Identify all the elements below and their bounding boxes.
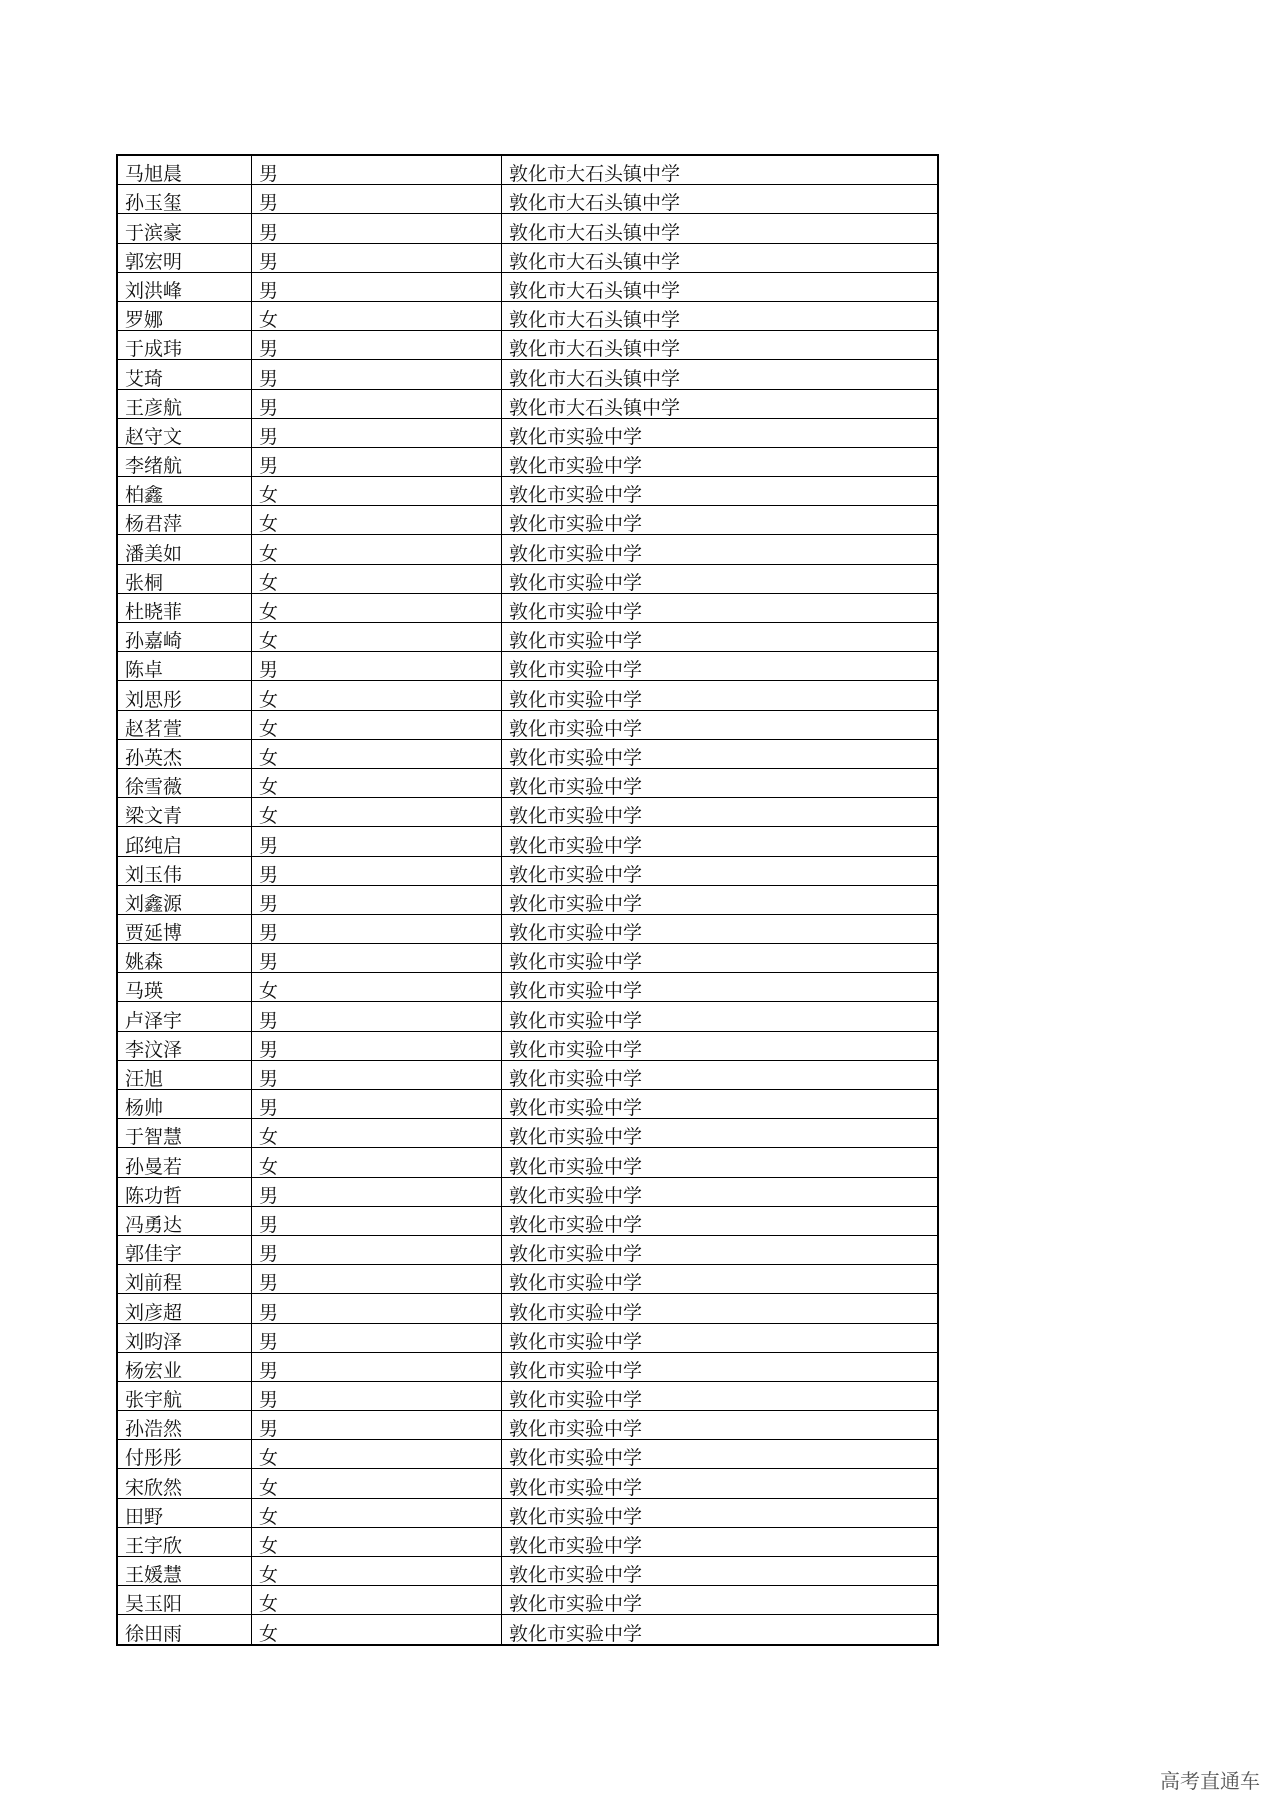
- table-row: [117, 1381, 938, 1410]
- gender-cell: 男: [252, 360, 502, 389]
- school-cell: 敦化市实验中学: [502, 1235, 939, 1264]
- gender-cell: 男: [252, 1002, 502, 1031]
- school-cell: 敦化市实验中学: [502, 681, 939, 710]
- student-name-cell: 张桐: [117, 564, 252, 593]
- table-row: [117, 623, 938, 652]
- table-row: [117, 739, 938, 768]
- student-name-cell: 于智慧: [117, 1119, 252, 1148]
- student-name-cell: 付彤彤: [117, 1440, 252, 1469]
- school-cell: 敦化市实验中学: [502, 1031, 939, 1060]
- student-name-cell: 徐田雨: [117, 1615, 252, 1645]
- student-name-cell: 刘彦超: [117, 1294, 252, 1323]
- table-row: [117, 1177, 938, 1206]
- school-cell: 敦化市实验中学: [502, 1498, 939, 1527]
- student-name-cell: 刘思彤: [117, 681, 252, 710]
- student-name-cell: 刘昀泽: [117, 1323, 252, 1352]
- watermark-text: 高考直通车: [1160, 1769, 1260, 1793]
- school-cell: 敦化市实验中学: [502, 477, 939, 506]
- school-cell: 敦化市实验中学: [502, 1090, 939, 1119]
- gender-cell: 女: [252, 301, 502, 330]
- school-cell: 敦化市大石头镇中学: [502, 389, 939, 418]
- school-cell: 敦化市实验中学: [502, 506, 939, 535]
- gender-cell: 女: [252, 681, 502, 710]
- school-cell: 敦化市实验中学: [502, 1206, 939, 1235]
- table-row: [117, 535, 938, 564]
- table-row: [117, 477, 938, 506]
- student-name-cell: 王宇欣: [117, 1527, 252, 1556]
- gender-cell: 男: [252, 1381, 502, 1410]
- student-name-cell: 贾延博: [117, 914, 252, 943]
- table-row: [117, 593, 938, 622]
- table-row: [117, 710, 938, 739]
- gender-cell: 女: [252, 1586, 502, 1615]
- table-row: [117, 185, 938, 214]
- student-name-cell: 郭佳宇: [117, 1235, 252, 1264]
- school-cell: 敦化市实验中学: [502, 768, 939, 797]
- student-name-cell: 杨宏业: [117, 1352, 252, 1381]
- gender-cell: 女: [252, 1440, 502, 1469]
- school-cell: 敦化市实验中学: [502, 1060, 939, 1089]
- table-row: [117, 1206, 938, 1235]
- student-name-cell: 柏鑫: [117, 477, 252, 506]
- table-row: [117, 1235, 938, 1264]
- student-name-cell: 孙曼若: [117, 1148, 252, 1177]
- school-cell: 敦化市实验中学: [502, 827, 939, 856]
- table-row: [117, 1527, 938, 1556]
- table-row: [117, 914, 938, 943]
- table-row: [117, 506, 938, 535]
- table-row: [117, 856, 938, 885]
- student-name-cell: 潘美如: [117, 535, 252, 564]
- school-cell: 敦化市大石头镇中学: [502, 243, 939, 272]
- school-cell: 敦化市实验中学: [502, 1177, 939, 1206]
- gender-cell: 男: [252, 1060, 502, 1089]
- student-name-cell: 张宇航: [117, 1381, 252, 1410]
- student-name-cell: 马旭晨: [117, 155, 252, 185]
- student-name-cell: 孙嘉崎: [117, 623, 252, 652]
- table-row: [117, 1265, 938, 1294]
- table-row: [117, 1352, 938, 1381]
- student-name-cell: 刘鑫源: [117, 885, 252, 914]
- student-name-cell: 孙玉玺: [117, 185, 252, 214]
- table-row: [117, 564, 938, 593]
- gender-cell: 女: [252, 768, 502, 797]
- gender-cell: 男: [252, 418, 502, 447]
- gender-cell: 女: [252, 477, 502, 506]
- gender-cell: 女: [252, 1469, 502, 1498]
- school-cell: 敦化市实验中学: [502, 535, 939, 564]
- gender-cell: 男: [252, 1265, 502, 1294]
- gender-cell: 男: [252, 185, 502, 214]
- school-cell: 敦化市实验中学: [502, 1119, 939, 1148]
- school-cell: 敦化市实验中学: [502, 1381, 939, 1410]
- school-cell: 敦化市大石头镇中学: [502, 272, 939, 301]
- student-name-cell: 宋欣然: [117, 1469, 252, 1498]
- gender-cell: 女: [252, 506, 502, 535]
- table-row: [117, 214, 938, 243]
- school-cell: 敦化市实验中学: [502, 652, 939, 681]
- table-row: [117, 1031, 938, 1060]
- student-name-cell: 刘洪峰: [117, 272, 252, 301]
- table-row: [117, 243, 938, 272]
- gender-cell: 男: [252, 447, 502, 476]
- gender-cell: 男: [252, 1352, 502, 1381]
- student-name-cell: 卢泽宇: [117, 1002, 252, 1031]
- school-cell: 敦化市实验中学: [502, 1294, 939, 1323]
- student-name-cell: 徐雪薇: [117, 768, 252, 797]
- student-name-cell: 赵守文: [117, 418, 252, 447]
- table-row: [117, 1002, 938, 1031]
- school-cell: 敦化市实验中学: [502, 798, 939, 827]
- gender-cell: 男: [252, 1235, 502, 1264]
- gender-cell: 男: [252, 331, 502, 360]
- table-row: [117, 1060, 938, 1089]
- gender-cell: 男: [252, 1090, 502, 1119]
- gender-cell: 男: [252, 652, 502, 681]
- student-name-cell: 刘玉伟: [117, 856, 252, 885]
- table-row: [117, 272, 938, 301]
- school-cell: 敦化市实验中学: [502, 623, 939, 652]
- student-name-cell: 姚森: [117, 944, 252, 973]
- roster-body: [117, 155, 938, 1645]
- table-row: [117, 1411, 938, 1440]
- table-row: [117, 1586, 938, 1615]
- gender-cell: 男: [252, 827, 502, 856]
- gender-cell: 女: [252, 593, 502, 622]
- student-name-cell: 罗娜: [117, 301, 252, 330]
- student-name-cell: 刘前程: [117, 1265, 252, 1294]
- gender-cell: 男: [252, 1206, 502, 1235]
- student-name-cell: 陈卓: [117, 652, 252, 681]
- student-name-cell: 吴玉阳: [117, 1586, 252, 1615]
- gender-cell: 男: [252, 914, 502, 943]
- gender-cell: 女: [252, 1615, 502, 1645]
- school-cell: 敦化市实验中学: [502, 1148, 939, 1177]
- school-cell: 敦化市实验中学: [502, 944, 939, 973]
- gender-cell: 女: [252, 798, 502, 827]
- table-row: [117, 1557, 938, 1586]
- table-row: [117, 418, 938, 447]
- school-cell: 敦化市实验中学: [502, 1586, 939, 1615]
- student-name-cell: 孙浩然: [117, 1411, 252, 1440]
- school-cell: 敦化市大石头镇中学: [502, 155, 939, 185]
- table-row: [117, 447, 938, 476]
- student-name-cell: 马瑛: [117, 973, 252, 1002]
- school-cell: 敦化市实验中学: [502, 710, 939, 739]
- table-row: [117, 360, 938, 389]
- school-cell: 敦化市大石头镇中学: [502, 360, 939, 389]
- gender-cell: 女: [252, 739, 502, 768]
- student-name-cell: 于滨豪: [117, 214, 252, 243]
- student-name-cell: 杜晓菲: [117, 593, 252, 622]
- student-name-cell: 田野: [117, 1498, 252, 1527]
- gender-cell: 女: [252, 535, 502, 564]
- table-row: [117, 1440, 938, 1469]
- student-name-cell: 郭宏明: [117, 243, 252, 272]
- table-row: [117, 1294, 938, 1323]
- school-cell: 敦化市实验中学: [502, 447, 939, 476]
- gender-cell: 女: [252, 973, 502, 1002]
- school-cell: 敦化市实验中学: [502, 1002, 939, 1031]
- student-name-cell: 杨帅: [117, 1090, 252, 1119]
- student-name-cell: 冯勇达: [117, 1206, 252, 1235]
- school-cell: 敦化市实验中学: [502, 1527, 939, 1556]
- table-row: [117, 885, 938, 914]
- table-row: [117, 1148, 938, 1177]
- table-row: [117, 1090, 938, 1119]
- gender-cell: 男: [252, 856, 502, 885]
- table-row: [117, 944, 938, 973]
- student-name-cell: 梁文青: [117, 798, 252, 827]
- gender-cell: 女: [252, 1498, 502, 1527]
- school-cell: 敦化市大石头镇中学: [502, 301, 939, 330]
- table-row: [117, 1119, 938, 1148]
- school-cell: 敦化市实验中学: [502, 1557, 939, 1586]
- gender-cell: 男: [252, 243, 502, 272]
- school-cell: 敦化市实验中学: [502, 973, 939, 1002]
- student-name-cell: 艾琦: [117, 360, 252, 389]
- student-roster-table: [116, 154, 939, 1646]
- school-cell: 敦化市实验中学: [502, 1615, 939, 1645]
- school-cell: 敦化市实验中学: [502, 1469, 939, 1498]
- gender-cell: 男: [252, 214, 502, 243]
- table-row: [117, 389, 938, 418]
- student-name-cell: 孙英杰: [117, 739, 252, 768]
- student-name-cell: 王媛慧: [117, 1557, 252, 1586]
- gender-cell: 女: [252, 1119, 502, 1148]
- gender-cell: 女: [252, 710, 502, 739]
- table-row: [117, 973, 938, 1002]
- table-row: [117, 768, 938, 797]
- gender-cell: 女: [252, 1557, 502, 1586]
- school-cell: 敦化市实验中学: [502, 593, 939, 622]
- table-row: [117, 1469, 938, 1498]
- school-cell: 敦化市实验中学: [502, 885, 939, 914]
- school-cell: 敦化市大石头镇中学: [502, 331, 939, 360]
- table-row: [117, 331, 938, 360]
- student-name-cell: 汪旭: [117, 1060, 252, 1089]
- table-row: [117, 798, 938, 827]
- student-name-cell: 陈功哲: [117, 1177, 252, 1206]
- gender-cell: 男: [252, 1177, 502, 1206]
- school-cell: 敦化市实验中学: [502, 418, 939, 447]
- table-row: [117, 1498, 938, 1527]
- table-row: [117, 652, 938, 681]
- school-cell: 敦化市大石头镇中学: [502, 185, 939, 214]
- school-cell: 敦化市实验中学: [502, 564, 939, 593]
- school-cell: 敦化市实验中学: [502, 856, 939, 885]
- student-name-cell: 李汶泽: [117, 1031, 252, 1060]
- table-row: [117, 827, 938, 856]
- gender-cell: 男: [252, 389, 502, 418]
- student-name-cell: 于成玮: [117, 331, 252, 360]
- gender-cell: 男: [252, 1323, 502, 1352]
- gender-cell: 女: [252, 564, 502, 593]
- student-name-cell: 李绪航: [117, 447, 252, 476]
- gender-cell: 男: [252, 1411, 502, 1440]
- school-cell: 敦化市大石头镇中学: [502, 214, 939, 243]
- gender-cell: 女: [252, 1527, 502, 1556]
- gender-cell: 女: [252, 1148, 502, 1177]
- student-name-cell: 王彦航: [117, 389, 252, 418]
- school-cell: 敦化市实验中学: [502, 1352, 939, 1381]
- school-cell: 敦化市实验中学: [502, 914, 939, 943]
- gender-cell: 男: [252, 272, 502, 301]
- school-cell: 敦化市实验中学: [502, 739, 939, 768]
- gender-cell: 男: [252, 1031, 502, 1060]
- gender-cell: 男: [252, 1294, 502, 1323]
- table-row: [117, 155, 938, 185]
- gender-cell: 男: [252, 944, 502, 973]
- school-cell: 敦化市实验中学: [502, 1411, 939, 1440]
- student-name-cell: 杨君萍: [117, 506, 252, 535]
- student-name-cell: 赵茗萱: [117, 710, 252, 739]
- school-cell: 敦化市实验中学: [502, 1265, 939, 1294]
- student-name-cell: 邱纯启: [117, 827, 252, 856]
- school-cell: 敦化市实验中学: [502, 1323, 939, 1352]
- school-cell: 敦化市实验中学: [502, 1440, 939, 1469]
- table-row: [117, 1615, 938, 1645]
- table-row: [117, 301, 938, 330]
- gender-cell: 男: [252, 155, 502, 185]
- gender-cell: 男: [252, 885, 502, 914]
- table-row: [117, 681, 938, 710]
- gender-cell: 女: [252, 623, 502, 652]
- table-row: [117, 1323, 938, 1352]
